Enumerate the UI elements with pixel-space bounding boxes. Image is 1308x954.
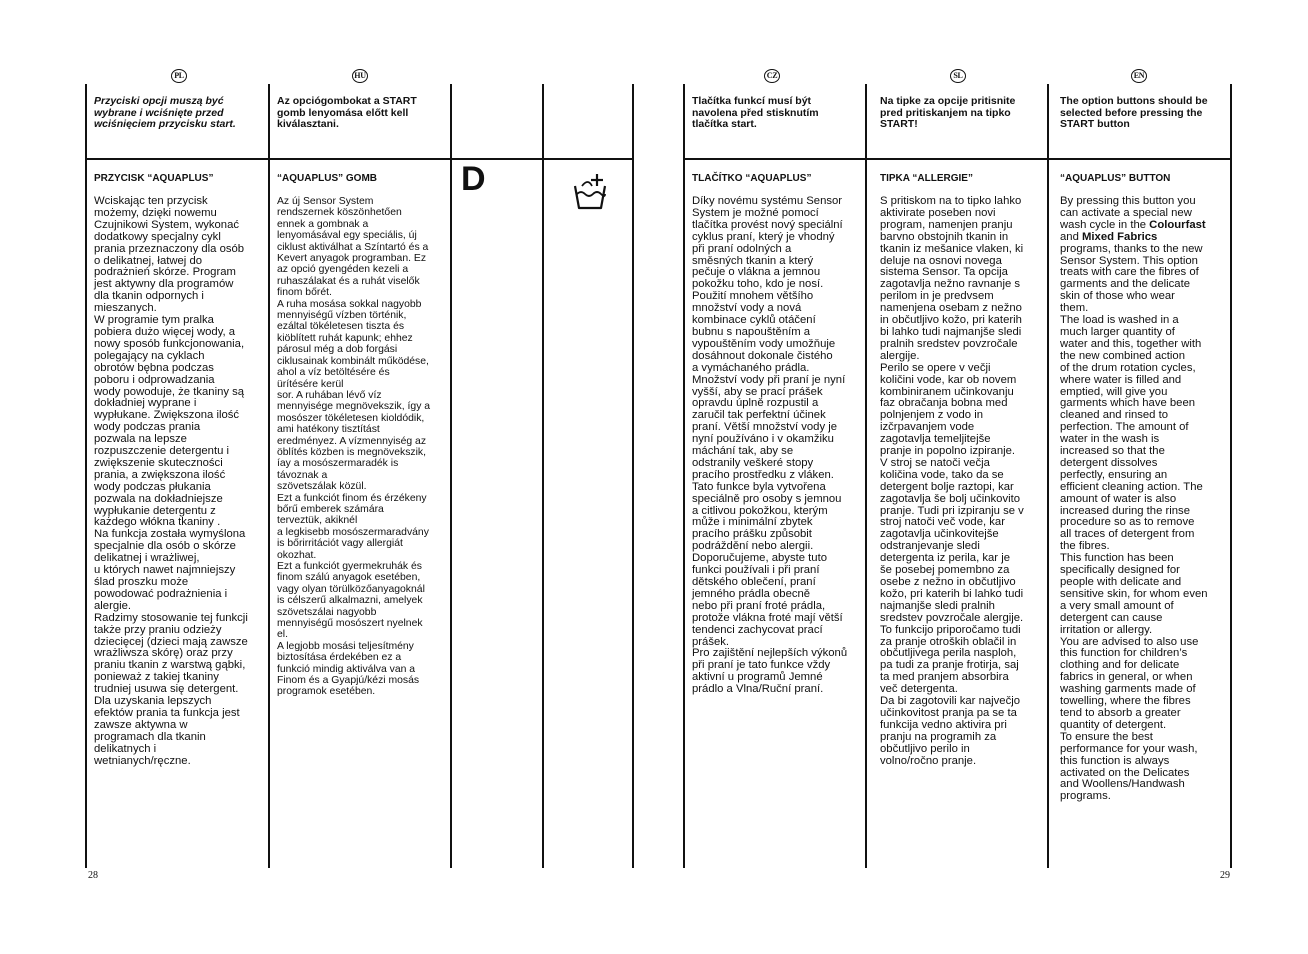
section-letter: D (461, 160, 486, 198)
rule-left-5 (632, 84, 634, 868)
body-text-en-part-3: programs, thanks to the new Sensor System. This option treats with care the fibres of garments and the delicate skin of those who wear them. The load is washed in a much larger quantity of water and this, together with the new combined action of the drum rotation cycles, where water is filled and emptied, will give you garments which have been cleaned and rinsed to perfection. The amount of water in the wash is increased so that the detergent dissolves perfectly, ensuring an efficient cleaning action. The amount of water is also increased during the rinse procedure so as to remove all traces of detergent from the fibres. This function has been specifically designed for people with delicate and sensitive skin, for whom even a very small amount of detergent can cause irritation or allergy. You are advised to also use this function for children’s clothing and for delicate fabrics in general, or when washing garments made of towelling, where the fibres tend to absorb a greater quantity of detergent. To ensure the best performance for your wash, this function is always activated on the Delicates and Woollens/Handwash programs. (1060, 242, 1208, 803)
washtub-plus-icon (572, 172, 608, 217)
page-number-left: 28 (88, 870, 98, 881)
header-rule-left (85, 158, 634, 160)
rule-right-2 (865, 84, 867, 868)
page-number-right: 29 (1220, 870, 1230, 881)
rule-right-3 (1047, 84, 1049, 868)
language-badge-sl: SL (950, 69, 966, 83)
section-title-pl: PRZYCISK “AQUAPLUS” (94, 173, 214, 184)
body-text-en-part-2: and (1060, 230, 1079, 243)
rule-left-3 (450, 84, 452, 868)
body-text-sl: S pritiskom na to tipko lahko aktivirate poseben novi program, namenjen pranju barvno obstojnih tkanin in tkanin iz mešanice vlaken, ki deluje na osnovi novega sistema Sensor. Ta opcija zagotavlja nežno ravnanje s perilom in je predvsem namenjena osebam z nežno in občutljivo kožo, pri katerih bi lahko tudi najmanjše sledi pralnih sredstev povzročale alergije. Perilo se opere v večji količini vode, kar ob novem kombiniranem učinkovanju faz obračanja bobna med polnjenjem z vodo in izčrpavanjem vode zagotavlja temeljitejše pranje in popolno izpiranje. V stroj se natoči večja količina vode, tako da se detergent bolje raztopi, kar zagotavlja še bolj učinkovito pranje. Tudi pri izpiranju se v stroj natoči več vode, kar zagotavlja učinkovitejše odstranjevanje sledi detergenta iz perila, kar je še posebej pomembno za osebe z nežno in občutljivo kožo, pri katerih bi lahko tudi najmanjše sledi pralnih sredstev povzročale alergije. To funkcijo priporočamo tudi za pranje otroških oblačil in občutljivega perila nasploh, pa tudi za pranje frotirja, saj ta med pranjem absorbira več detergenta. Da bi zagotovili kar največjo učinkovitost pranja pa se ta funkcija vedno aktivira pri pranju na programih za občutljivo perilo in volno/ročno pranje. (880, 195, 1024, 767)
header-rule-right (683, 158, 1232, 160)
body-text-cz: Díky novému systému Sensor System je možné pomocí tlačítka provést nový speciální cyklus praní, který je vhodný při praní odolných a směsných tkanin a který pečuje o vlákna a jemnou pokožku toho, kdo je nosí. Použití mnohem většího množství vody a nová kombinace cyklů otáčení bubnu s napouštěním a vypouštěním vody umožňuje dosáhnout dokonale čistého a vymáchaného prádla. Množství vody při praní je nyní vyšší, aby se prací prášek opravdu úplně rozpustil a zaručil tak perfektní účinek praní. Větší množství vody je nyní používáno i v okamžiku máchání tak, aby se odstranily veškeré stopy pracího prostředku z vláken. Tato funkce byla vytvořena speciálně pro osoby s jemnou a citlivou pokožkou, kterým může i minimální zbytek pracího prášku způsobit podráždění nebo alergii. Doporučujeme, abyste tuto funkci používali i při praní dětského oblečení, praní jemného prádla obecně nebo při praní froté prádla, protože vlákna froté mají větší tendenci zachycovat prací prášek. Pro zajištění nejlepších výkonů při praní je tato funkce vždy aktivní u programů Jemné prádlo a Vlna/Ruční praní. (692, 195, 848, 696)
section-title-en: “AQUAPLUS” BUTTON (1060, 173, 1171, 184)
header-note-en: The option buttons should be selected before pressing the START button (1060, 95, 1208, 130)
body-text-en (1060, 196, 1228, 803)
body-text-hu: Az új Sensor System rendszernek köszönhetően ennek a gombnak a lenyomásával egy speciális, új ciklust aktiválhat a Színtartó és a Kevert anyagok programban. Ez az opció gyengéden kezeli a ruhaszálakat és a ruhát viselők finom bőrét. A ruha mosása sokkal nagyobb mennyiségű vízben történik, ezáltal tökéletesen tiszta és kiöblített ruhát kapunk; ehhez párosul még a dob forgási ciklusainak kombinált működése, ahol a víz betöltésére és ürítésére kerül sor. A ruhában lévő víz mennyisége megnövekszik, így a mosószer tökéletesen kioldódik, ami hatékony tisztítást eredményez. A vízmennyiség az öblítés közben is megnövekszik, íay a mosószermaradék is távoznak a szövetszálak közül. Ezt a funkciót finom és érzékeny bőrű emberek számára terveztük, akiknél a legkisebb mosószermaradvány is bőrirritációt vagy allergiát okozhat. Ezt a funkciót gyermekruhák és finom szálú anyagok esetében, vagy olyan törülközőanyagoknál is célszerű alkalmazni, amelyek szövetszálai nagyobb mennyiségű mosószert nyelnek el. A legjobb mosási teljesítmény biztosítása érdekében ez a funkció mindig aktiválva van a Finom és a Gyapjú/kézi mosás programok esetében. (277, 196, 431, 698)
section-title-sl: TIPKA “ALLERGIE” (880, 173, 973, 184)
body-text-en-bold-2: Mixed Fabrics (1082, 230, 1158, 243)
rule-left-2 (268, 84, 270, 868)
body-text-pl: Wciskając ten przycisk możemy, dzięki nowemu Czujnikowi System, wykonać dodatkowy specjalny cykl prania przeznaczony dla osób o delikatnej, łatwej do podrażnień skórze. Program jest aktywny dla programów dla tkanin odpornych i mieszanych. W programie tym pralka pobiera dużo więcej wody, a nowy sposób funkcjonowania, polegający na cyklach obrotów bębna podczas poboru i odprowadzania wody powoduje, że tkaniny są dokładniej wyprane i wypłukane. Zwiększona ilość wody podczas prania pozwala na lepsze rozpuszczenie detergentu i zwiększenie skuteczności prania, a zwiększona ilość wody podczas płukania pozwala na dokładniejsze wypłukanie detergentu z każdego włókna tkaniny . Na funkcja została wymyślona specjalnie dla osób o skórze delikatnej i wrażliwej, u których nawet najmniejszy ślad proszku może powodować podrażnienia i alergie. Radzimy stosowanie tej funkcji także przy praniu odzieży dziecięcej (dzieci mają zawsze wrażliwsza skórę) oraz przy praniu tkanin z warstwą gąbki, ponieważ z takiej tkaniny trudniej usuwa się detergent. Dla uzyskania lepszych efektów prania ta funkcja jest zawsze aktywna w programach dla tkanin delikatnych i wetnianych/ręczne. (94, 195, 248, 767)
section-title-cz: TLAČÍTKO “AQUAPLUS” (692, 173, 812, 184)
header-note-pl: Przyciski opcji muszą być wybrane i wciśnięte przed wciśnięciem przycisku start. (94, 95, 236, 130)
rule-left-4 (542, 84, 544, 868)
language-badge-pl: PL (171, 69, 187, 83)
body-text-en-bold-1: Colourfast (1149, 218, 1206, 231)
body-text-en-part-1: By pressing this button you can activate a special new wash cycle in the (1060, 195, 1196, 231)
rule-left-1 (85, 84, 87, 868)
header-note-sl: Na tipke za opcije pritisnite pred pritiskanjem na tipko START! (880, 95, 1016, 130)
rule-right-4 (1230, 84, 1232, 868)
language-badge-cz: CZ (764, 69, 780, 83)
language-badge-en: EN (1131, 69, 1147, 83)
header-note-cz: Tlačítka funkcí musí být navolena před stisknutím tlačítka start. (692, 95, 819, 130)
section-title-hu: “AQUAPLUS” GOMB (277, 173, 377, 184)
language-badge-hu: HU (352, 69, 368, 83)
header-note-hu: Az opciógombokat a START gomb lenyomása előtt kell kiválasztani. (277, 95, 417, 130)
rule-right-1 (683, 84, 685, 868)
